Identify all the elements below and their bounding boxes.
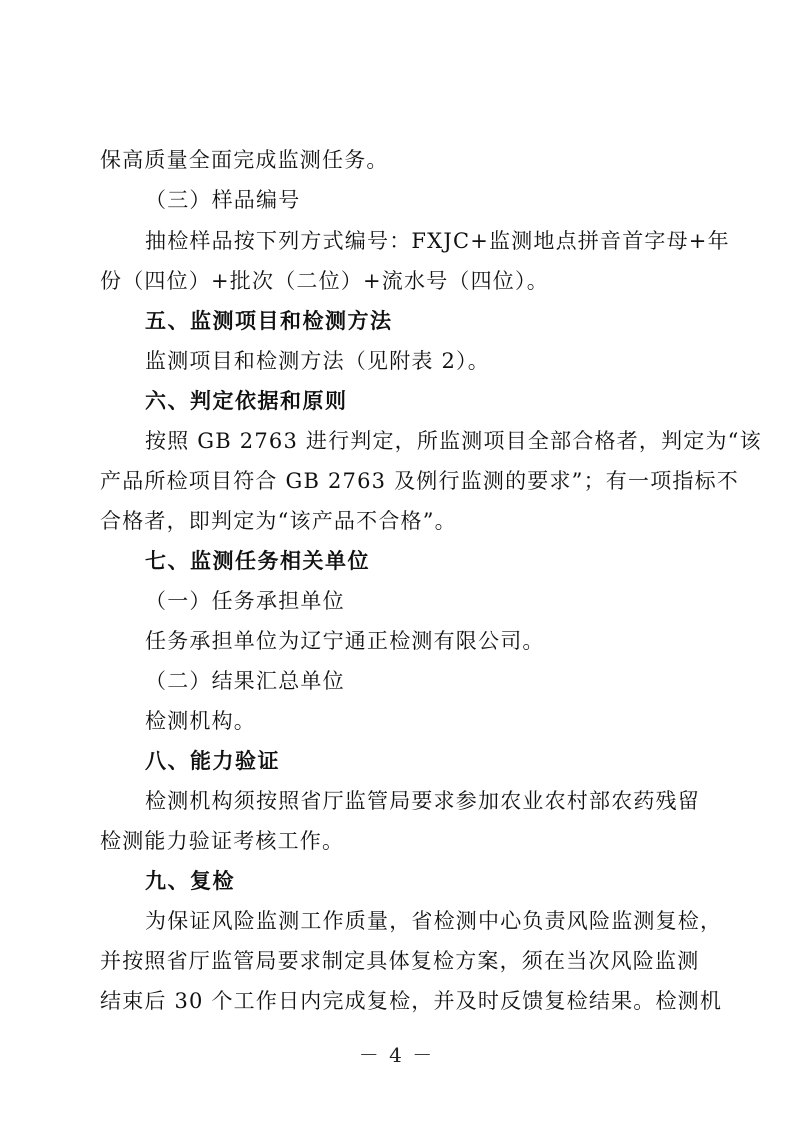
paragraph-line: 任务承担单位为辽宁通正检测有限公司。 [145, 629, 545, 653]
paragraph-line: 为保证风险监测工作质量，省检测中心负责风险监测复检， [145, 909, 723, 933]
paragraph-line: 检测机构须按照省厅监管局要求参加农业农村部农药残留 [145, 789, 700, 813]
paragraph-line: 结束后 30 个工作日内完成复检，并及时反馈复检结果。检测机 [100, 989, 723, 1013]
paragraph-line: 按照 GB 2763 进行判定，所监测项目全部合格者，判定为“该 [145, 429, 762, 453]
subsection-heading-task-unit: （一）任务承担单位 [145, 589, 345, 613]
paragraph-line: 抽检样品按下列方式编号：FXJC+监测地点拼音首字母+年 [145, 229, 730, 253]
paragraph-line: 并按照省厅监管局要求制定具体复检方案，须在当次风险监测 [100, 949, 700, 973]
section-heading-recheck: 九、复检 [145, 869, 235, 893]
paragraph-line: 产品所检项目符合 GB 2763 及例行监测的要求”；有一项指标不 [100, 469, 740, 493]
subsection-heading-summary-unit: （二）结果汇总单位 [145, 669, 345, 693]
paragraph-line: 检测机构。 [145, 709, 256, 733]
section-heading-monitoring-items: 五、监测项目和检测方法 [145, 309, 393, 333]
paragraph-line: 合格者，即判定为“该产品不合格”。 [100, 509, 457, 533]
section-heading-related-units: 七、监测任务相关单位 [145, 549, 370, 573]
paragraph-line: 监测项目和检测方法（见附表 2）。 [145, 349, 490, 373]
paragraph-line: 检测能力验证考核工作。 [100, 829, 345, 853]
page-number: － 4 － [358, 1043, 435, 1067]
paragraph-line: 保高质量全面完成监测任务。 [100, 148, 389, 172]
section-heading-judgment-basis: 六、判定依据和原则 [145, 389, 348, 413]
section-heading-proficiency-verification: 八、能力验证 [145, 749, 280, 773]
paragraph-line: 份（四位）+批次（二位）+流水号（四位）。 [100, 269, 549, 293]
subsection-heading-sample-numbering: （三）样品编号 [145, 188, 301, 212]
